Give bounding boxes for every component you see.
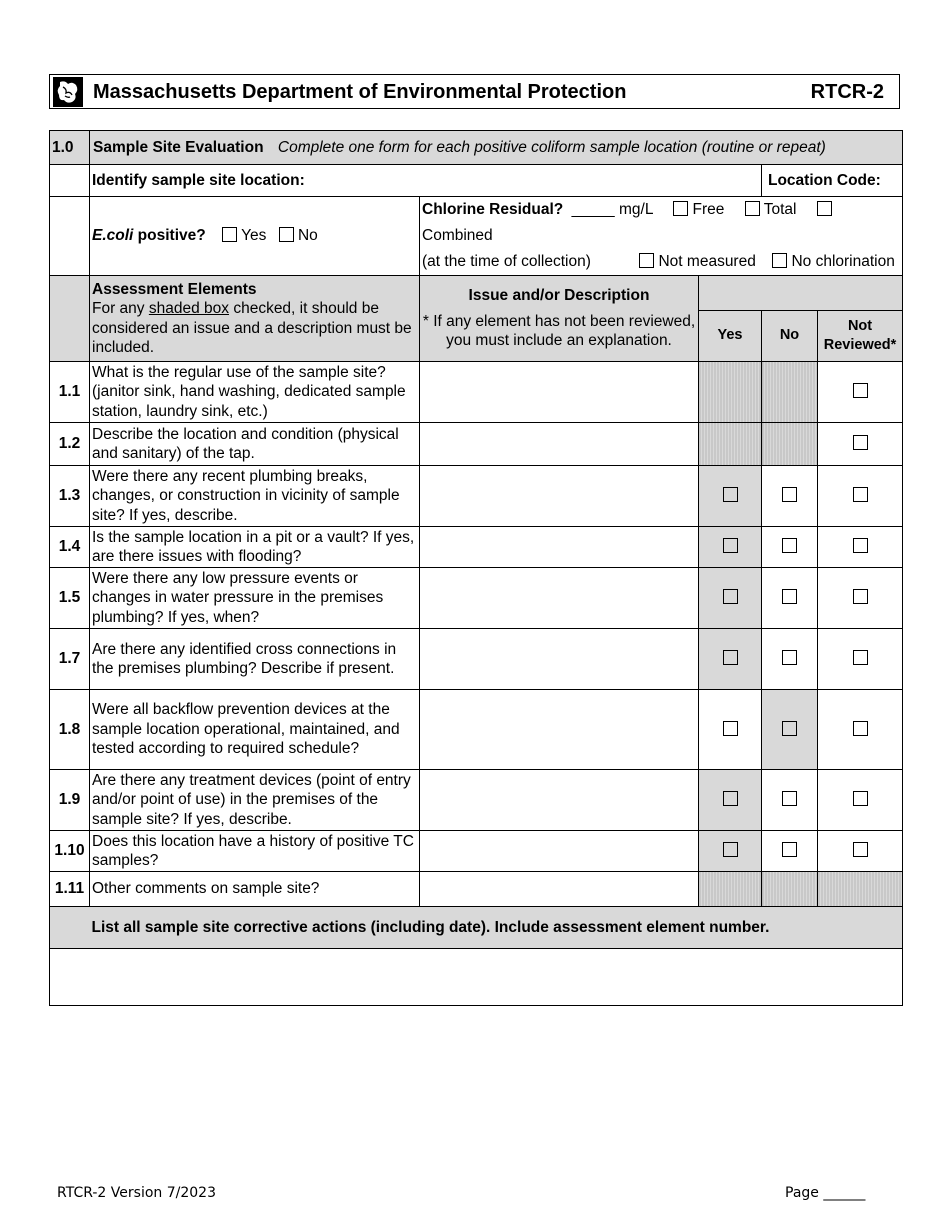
section-instruction: Complete one form for each positive coliform sample location (routine or repeat)	[277, 138, 826, 156]
row-description-field[interactable]	[420, 690, 699, 770]
yes-checkbox[interactable]	[723, 589, 738, 604]
corrective-actions-field[interactable]	[50, 949, 903, 1006]
chlorine-line-1	[422, 197, 900, 249]
ecoli-no-checkbox[interactable]	[279, 227, 294, 242]
row-number: 1.8	[50, 690, 90, 770]
table-row	[50, 466, 903, 527]
not-reviewed-cell	[818, 770, 903, 831]
col-not-reviewed-header: Not Reviewed*	[818, 311, 903, 362]
table-row	[50, 770, 903, 831]
not-reviewed-checkbox[interactable]	[853, 538, 868, 553]
yes-cell-disabled	[699, 872, 762, 907]
response-header-blank	[699, 276, 903, 311]
row-question: Were there any recent plumbing breaks, changes, or construction in vicinity of sample site? If yes, describe.	[90, 466, 420, 527]
yes-checkbox[interactable]	[723, 791, 738, 806]
not-reviewed-cell	[818, 527, 903, 568]
not-reviewed-checkbox[interactable]	[853, 589, 868, 604]
no-checkbox[interactable]	[782, 791, 797, 806]
yes-checkbox[interactable]	[723, 487, 738, 502]
chlorine-blank[interactable]: _____	[571, 201, 615, 218]
not-reviewed-cell	[818, 466, 903, 527]
form-version: RTCR-2 Version 7/2023	[57, 1185, 216, 1201]
no-chlorination-checkbox[interactable]	[772, 253, 787, 268]
no-checkbox[interactable]	[782, 842, 797, 857]
chlorine-note: (at the time of collection)	[422, 253, 591, 270]
assessment-header-row	[50, 276, 903, 311]
row-number: 1.2	[50, 423, 90, 466]
not-reviewed-checkbox[interactable]	[853, 791, 868, 806]
corrective-actions-row	[50, 949, 903, 1006]
yes-cell-disabled	[699, 362, 762, 423]
blank-cell	[50, 276, 90, 362]
col-no-header: No	[762, 311, 818, 362]
no-chlorination-label: No chlorination	[791, 253, 895, 270]
row-question: Describe the location and condition (physical and sanitary) of the tap.	[90, 423, 420, 466]
yes-cell	[699, 770, 762, 831]
row-number: 1.7	[50, 629, 90, 690]
row-number: 1.10	[50, 831, 90, 872]
chlorine-line-2	[422, 249, 900, 275]
site-location-row	[50, 165, 903, 197]
not-reviewed-checkbox[interactable]	[853, 650, 868, 665]
not-reviewed-cell	[818, 831, 903, 872]
section-title	[90, 131, 903, 165]
assessment-desc-shaded: shaded box	[148, 300, 230, 317]
ecoli-label: positive?	[133, 227, 206, 245]
assessment-title: Assessment Elements	[92, 280, 257, 298]
free-checkbox[interactable]	[673, 201, 688, 216]
no-cell-disabled	[762, 362, 818, 423]
identify-site-field[interactable]: Identify sample site location:	[90, 165, 762, 197]
not-reviewed-cell	[818, 690, 903, 770]
blank-cell	[50, 165, 90, 197]
not-reviewed-checkbox[interactable]	[853, 842, 868, 857]
no-cell	[762, 527, 818, 568]
not-reviewed-cell	[818, 362, 903, 423]
row-number: 1.4	[50, 527, 90, 568]
row-question: Were there any low pressure events or changes in water pressure in the premises plumbing? If yes, when?	[90, 568, 420, 629]
row-description-field[interactable]	[420, 770, 699, 831]
row-description-field[interactable]	[420, 423, 699, 466]
total-checkbox[interactable]	[745, 201, 760, 216]
row-question: Are there any treatment devices (point of entry and/or point of use) in the premises of the sample site? If yes, describe.	[90, 770, 420, 831]
blank-cell	[50, 907, 90, 949]
not-reviewed-checkbox[interactable]	[853, 435, 868, 450]
ecoli-cell	[90, 197, 420, 276]
ecoli-yes-checkbox[interactable]	[222, 227, 237, 242]
row-description-field[interactable]	[420, 466, 699, 527]
not-reviewed-cell	[818, 568, 903, 629]
no-checkbox[interactable]	[782, 538, 797, 553]
row-question: Does this location have a history of positive TC samples?	[90, 831, 420, 872]
col-yes-header: Yes	[699, 311, 762, 362]
table-row	[50, 568, 903, 629]
table-row	[50, 872, 903, 907]
corrective-actions-label: List all sample site corrective actions (including date). Include assessment element number.	[90, 907, 903, 949]
not-reviewed-cell	[818, 423, 903, 466]
table-row	[50, 831, 903, 872]
row-question: What is the regular use of the sample site? (janitor sink, hand washing, dedicated sample station, laundry sink, etc.)	[90, 362, 420, 423]
section-title-text: Sample Site Evaluation	[93, 138, 264, 156]
section-number: 1.0	[50, 131, 90, 165]
page-number: Page ______	[785, 1185, 866, 1201]
not-reviewed-checkbox[interactable]	[853, 721, 868, 736]
form-code: RTCR-2	[810, 81, 884, 103]
row-description-field[interactable]	[420, 629, 699, 690]
row-number: 1.11	[50, 872, 90, 907]
not-reviewed-cell-disabled	[818, 872, 903, 907]
combined-label: Combined	[422, 227, 493, 244]
row-question: Are there any identified cross connections in the premises plumbing? Describe if present.	[90, 629, 420, 690]
not-reviewed-checkbox[interactable]	[853, 487, 868, 502]
yes-cell	[699, 690, 762, 770]
ecoli-chlorine-row	[50, 197, 903, 276]
corrective-actions-header-row	[50, 907, 903, 949]
no-cell-disabled	[762, 423, 818, 466]
no-checkbox[interactable]	[782, 650, 797, 665]
yes-cell	[699, 568, 762, 629]
row-question: Other comments on sample site?	[90, 872, 420, 907]
row-question: Were all backflow prevention devices at the sample location operational, maintained, and tested according to required schedule?	[90, 690, 420, 770]
issue-header-note: * If any element has not been reviewed, you must include an explanation.	[422, 312, 696, 350]
evaluation-form	[49, 130, 903, 1006]
no-cell	[762, 568, 818, 629]
assessment-desc-pre: For any	[92, 300, 149, 317]
table-row	[50, 423, 903, 466]
row-number: 1.5	[50, 568, 90, 629]
chlorine-label: Chlorine Residual?	[422, 201, 564, 218]
no-cell	[762, 690, 818, 770]
ecoli-no-label: No	[297, 227, 318, 245]
no-checkbox[interactable]	[782, 721, 797, 736]
agency-title: Massachusetts Department of Environmental Protection	[93, 81, 627, 103]
yes-cell-disabled	[699, 423, 762, 466]
yes-cell	[699, 831, 762, 872]
section-heading-row	[50, 131, 903, 165]
not-reviewed-checkbox[interactable]	[853, 383, 868, 398]
row-number: 1.1	[50, 362, 90, 423]
combined-checkbox[interactable]	[817, 201, 832, 216]
yes-cell	[699, 629, 762, 690]
row-number: 1.3	[50, 466, 90, 527]
location-code-field[interactable]: Location Code:	[762, 165, 903, 197]
issue-description-header	[420, 276, 699, 362]
no-checkbox[interactable]	[782, 487, 797, 502]
yes-checkbox[interactable]	[723, 842, 738, 857]
ecoli-yes-label: Yes	[241, 227, 267, 245]
row-description-field[interactable]	[420, 362, 699, 423]
yes-checkbox[interactable]	[723, 650, 738, 665]
not-reviewed-cell	[818, 629, 903, 690]
no-checkbox[interactable]	[782, 589, 797, 604]
issue-header-title: Issue and/or Description	[468, 287, 650, 305]
assessment-description	[92, 299, 417, 358]
yes-checkbox[interactable]	[723, 538, 738, 553]
no-cell	[762, 770, 818, 831]
row-description-field[interactable]	[420, 568, 699, 629]
table-row	[50, 690, 903, 770]
row-description-field[interactable]	[420, 831, 699, 872]
free-label: Free	[692, 201, 725, 218]
yes-cell	[699, 527, 762, 568]
no-cell	[762, 466, 818, 527]
chlorine-cell	[420, 197, 903, 276]
form-header	[49, 74, 900, 109]
no-cell	[762, 629, 818, 690]
table-row	[50, 527, 903, 568]
table-row	[50, 629, 903, 690]
no-cell-disabled	[762, 872, 818, 907]
assessment-elements-header	[90, 276, 420, 362]
row-description-field[interactable]	[420, 527, 699, 568]
chlorine-unit: mg/L	[618, 201, 653, 218]
row-question: Is the sample location in a pit or a vault? If yes, are there issues with flooding?	[90, 527, 420, 568]
yes-checkbox[interactable]	[723, 721, 738, 736]
total-label: Total	[763, 201, 797, 218]
no-cell	[762, 831, 818, 872]
not-measured-label: Not measured	[658, 253, 756, 270]
massdep-logo-icon	[53, 77, 83, 107]
not-measured-checkbox[interactable]	[639, 253, 654, 268]
row-description-field[interactable]	[420, 872, 699, 907]
yes-cell	[699, 466, 762, 527]
row-number: 1.9	[50, 770, 90, 831]
blank-cell	[50, 197, 90, 276]
assessment-desc-post: checked, it should be considered an issue and a description must be included.	[92, 300, 412, 356]
ecoli-label-italic: E.coli	[92, 227, 134, 245]
table-row	[50, 362, 903, 423]
